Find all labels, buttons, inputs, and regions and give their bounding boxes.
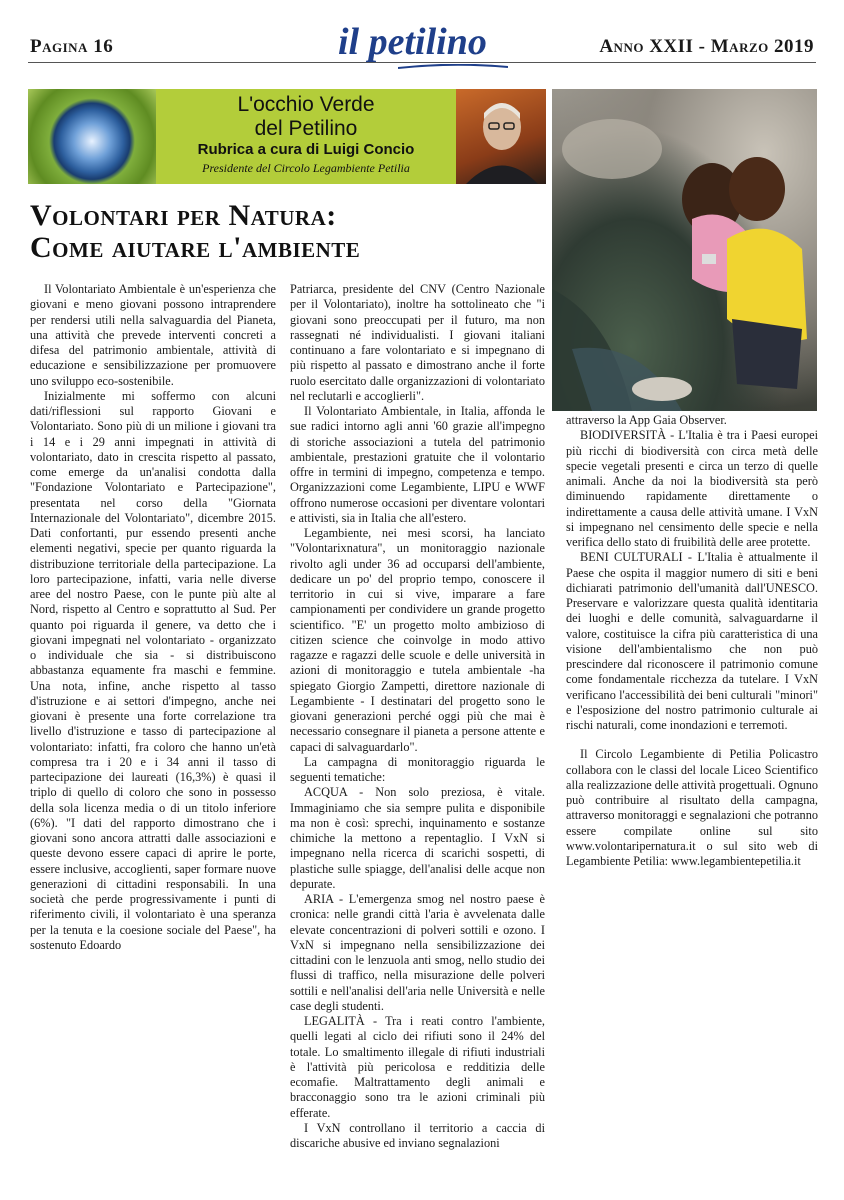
paragraph: I VxN controllano il territorio a caccia di discariche abusive ed inviano segnalazioni — [290, 1120, 545, 1150]
girls-by-stream-image — [552, 89, 817, 411]
paragraph: BIODIVERSITÀ - L'Italia è tra i Paesi europei più ricchi di biodiversità con circa metà delle specie vegetali presenti e circa un terzo di quelle animali. Anche da noi la biodiversità sta però diminuendo rapidamente direttamente o indirettamente a causa delle attività umane. I VxN si impegnano nel censimento delle specie e nella verifica dello stato di fruibilità delle aree protette. — [566, 428, 818, 549]
logo-swoosh-icon — [398, 64, 508, 70]
column-author: Rubrica a cura di Luigi Concio — [197, 141, 415, 158]
article-column-2 — [290, 282, 545, 1151]
column-title — [160, 93, 452, 141]
issue-date: Anno XXII - Marzo 2019 — [599, 36, 814, 57]
column-banner — [28, 89, 546, 184]
logo-text: il petilino — [338, 21, 487, 63]
portrait-icon — [456, 89, 546, 184]
paragraph: Patriarca, presidente del CNV (Centro Nazionale per il Volontariato), inoltre ha sottolineato che "i giovani sono preoccupati per il futuro, ma non rassegnati né individualisti. I giovani italiani continuano a fare volontariato e si impegnano di più rispetto al passato e dimostrano anche il forte ruolo esercitato dalle organizzazioni di volontariato nel reclutarli e accoglierli". — [290, 282, 545, 403]
author-role: Presidente del Circolo Legambiente Petilia — [202, 161, 410, 175]
paragraph: La campagna di monitoraggio riguarda le seguenti tematiche: — [290, 754, 545, 784]
article-column-1 — [30, 282, 276, 953]
paragraph: Il Circolo Legambiente di Petilia Policastro collabora con le classi del locale Liceo Scientifico alla realizzazione delle attività progettuali. Ognuno può contribuire al risultato della campagna, attraverso monitoraggi e segnalazioni che potranno essere compilate online sul sito www.volontaripernatura.it o sul sito web di Legambiente Petilia: www.legambientepetilia.it — [566, 747, 818, 868]
paragraph: ACQUA - Non solo preziosa, è vitale. Immaginiamo che sia sempre pulita e disponibile ma non è così: sprechi, inquinamento e sostanze chimiche la mettono a repentaglio. I VxN si impegnano nella ricerca di scarichi sospetti, di plastiche sulle spiagge, dell'analisi delle acque non depurate. — [290, 785, 545, 891]
column-title-line1: L'occhio Verde — [237, 93, 375, 116]
headline-line1: Volontari per Natura: — [30, 199, 337, 232]
headline-line2: Come aiutare l'ambiente — [30, 231, 361, 264]
paragraph: attraverso la App Gaia Observer. — [566, 413, 727, 427]
author-portrait — [456, 89, 546, 184]
article-headline — [30, 200, 540, 264]
paragraph: Legambiente, nei mesi scorsi, ha lanciato "Volontarixnatura", un monitoraggio nazionale rivolto agli under 36 ad occuparsi dell'ambiente, dedicare un po' del proprio tempo, conoscere il territorio in cui si vive, imparare a fare campionamenti per condividere un grande progetto scientifico. "E' un progetto molto ambizioso di citizen science che coinvolge in modo attivo ragazze e ragazzi delle scuole e delle università in azioni di monitoraggio e tutela ambientale -ha spiegato Giorgio Zampetti, direttore nazionale di Legambiente - I destinatari del progetto sono le giovani generazioni perché oggi più che mai è necessario consegnare il pianeta a persone attente e capaci di salvaguardarlo". — [290, 526, 545, 754]
page-number: Pagina 16 — [30, 36, 114, 57]
paragraph: Inizialmente mi soffermo con alcuni dati/riflessioni sul rapporto Giovani e Volontariato. Sono più di un milione i giovani tra i 14 e i 29 anni impegnati in attività di volontariato, dato in crescita rispetto al passato, come emerge da un'analisi condotta dalla "Fondazione Volontariato e Partecipazione", presentata nel corso della "Giornata Internazionale del Volontariato", dicembre 2015. Dati confortanti, pur essendo presenti anche elementi negativi, specie per quanto riguarda la distribuzione territoriale della partecipazione. La loro partecipazione, infatti, varia nelle diverse aree del nostro Paese, con le punte più alte al Nord, rispetto al Centro e soprattutto al Sud. Per quanto poi riguarda il genere, va detto che i giovani impegnati nel volontariato - organizzato o individuale che sia - si distribuiscono abbastanza equamente fra maschi e femmine. Una nota, infine, anche rispetto al tasso d'istruzione e ai settori d'impegno, anche nei giovani è presente una forte correlazione tra livello d'istruzione e tasso di partecipazione al volontariato: infatti, fra coloro che hanno un'età compresa tra i 20 e i 34 anni il tasso di partecipazione dei laureati (16,3%) è quasi il triplo di quello di coloro che sono in possesso della sola licenza media o di un titolo inferiore (6%). "I dati del rapporto dimostrano che i giovani sono ancora attratti dalle associazioni e queste devono essere capaci di aprire le porte, essere inclusive, accoglienti, saper formare nuove generazioni di cittadini responsabili. In una società che perde progressivamente i punti di riferimento civili, il volontariato è una speranza per la tenuta e la coesione sociale del Paese", ha sostenuto Edoardo — [30, 388, 276, 952]
paragraph: Il Volontariato Ambientale, in Italia, affonda le sue radici intorno agli anni '60 grazie all'impegno di storiche associazioni a tutela del patrimonio ambientale, prestazioni gratuite che il volontario offre in termini di impegno, competenza e tempo. Organizzazioni come Legambiente, LIPU e WWF offrono numerose occasioni per diventare volontari e attivisti, sia in Italia che all'estero. — [290, 404, 545, 525]
paragraph: LEGALITÀ - Tra i reati contro l'ambiente, quelli legati al ciclo dei rifiuti sono il 24% del totale. Lo smaltimento illegale di rifiuti industriali è l'attività più pericolosa e redditizia delle ecomafie. Maltrattamento degli animali e bracconaggio sono tra le azioni criminali più efferate. — [290, 1014, 545, 1120]
header-rule — [28, 62, 816, 63]
paragraph: Il Volontariato Ambientale è un'esperienza che giovani e meno giovani possono intraprendere per rendersi utili nella salvaguardia del Pianeta, una attività che prevede interventi concreti a difesa del patrimonio ambientale, attività di educazione e sensibilizzazione per promuovere uno sviluppo eco-sostenibile. — [30, 282, 276, 388]
paragraph: BENI CULTURALI - L'Italia è attualmente il Paese che ospita il maggior numero di siti e beni dichiarati patrimonio dell'umanità dall'UNESCO. Preservare e valorizzare questa qualità identitaria dei luoghi e delle comunità, salvaguardarne il valore, costituisce la cifra più caratteristica di una visione dell'ambientalismo che non può prescindere dal riconoscere il patrimonio comune come fondamentale ricchezza da tutelare. I VxN verificano l'accessibilità dei beni culturali "minori" e l'esposizione del nostro patrimonio culturale ai rischi naturali, come inondazioni e terremoti. — [566, 550, 818, 732]
earth-globe-image — [28, 89, 156, 184]
article-photo — [552, 89, 817, 411]
spacer — [566, 733, 818, 747]
column-title-line2: del Petilino — [254, 117, 358, 140]
paragraph: ARIA - L'emergenza smog nel nostro paese è cronica: nelle grandi città l'aria è avvelenata dalle elevate concentrazioni di polveri sottili e ozono. I VxN si impegnano nella sensibilizzazione dei cittadini con le lenzuola anti smog, nello studio dei flussi di traffico, nella misurazione delle polveri sottili e nell'analisi dell'aria nelle Università e nelle case degli studenti. — [290, 892, 545, 1013]
article-column-3 — [566, 413, 818, 869]
